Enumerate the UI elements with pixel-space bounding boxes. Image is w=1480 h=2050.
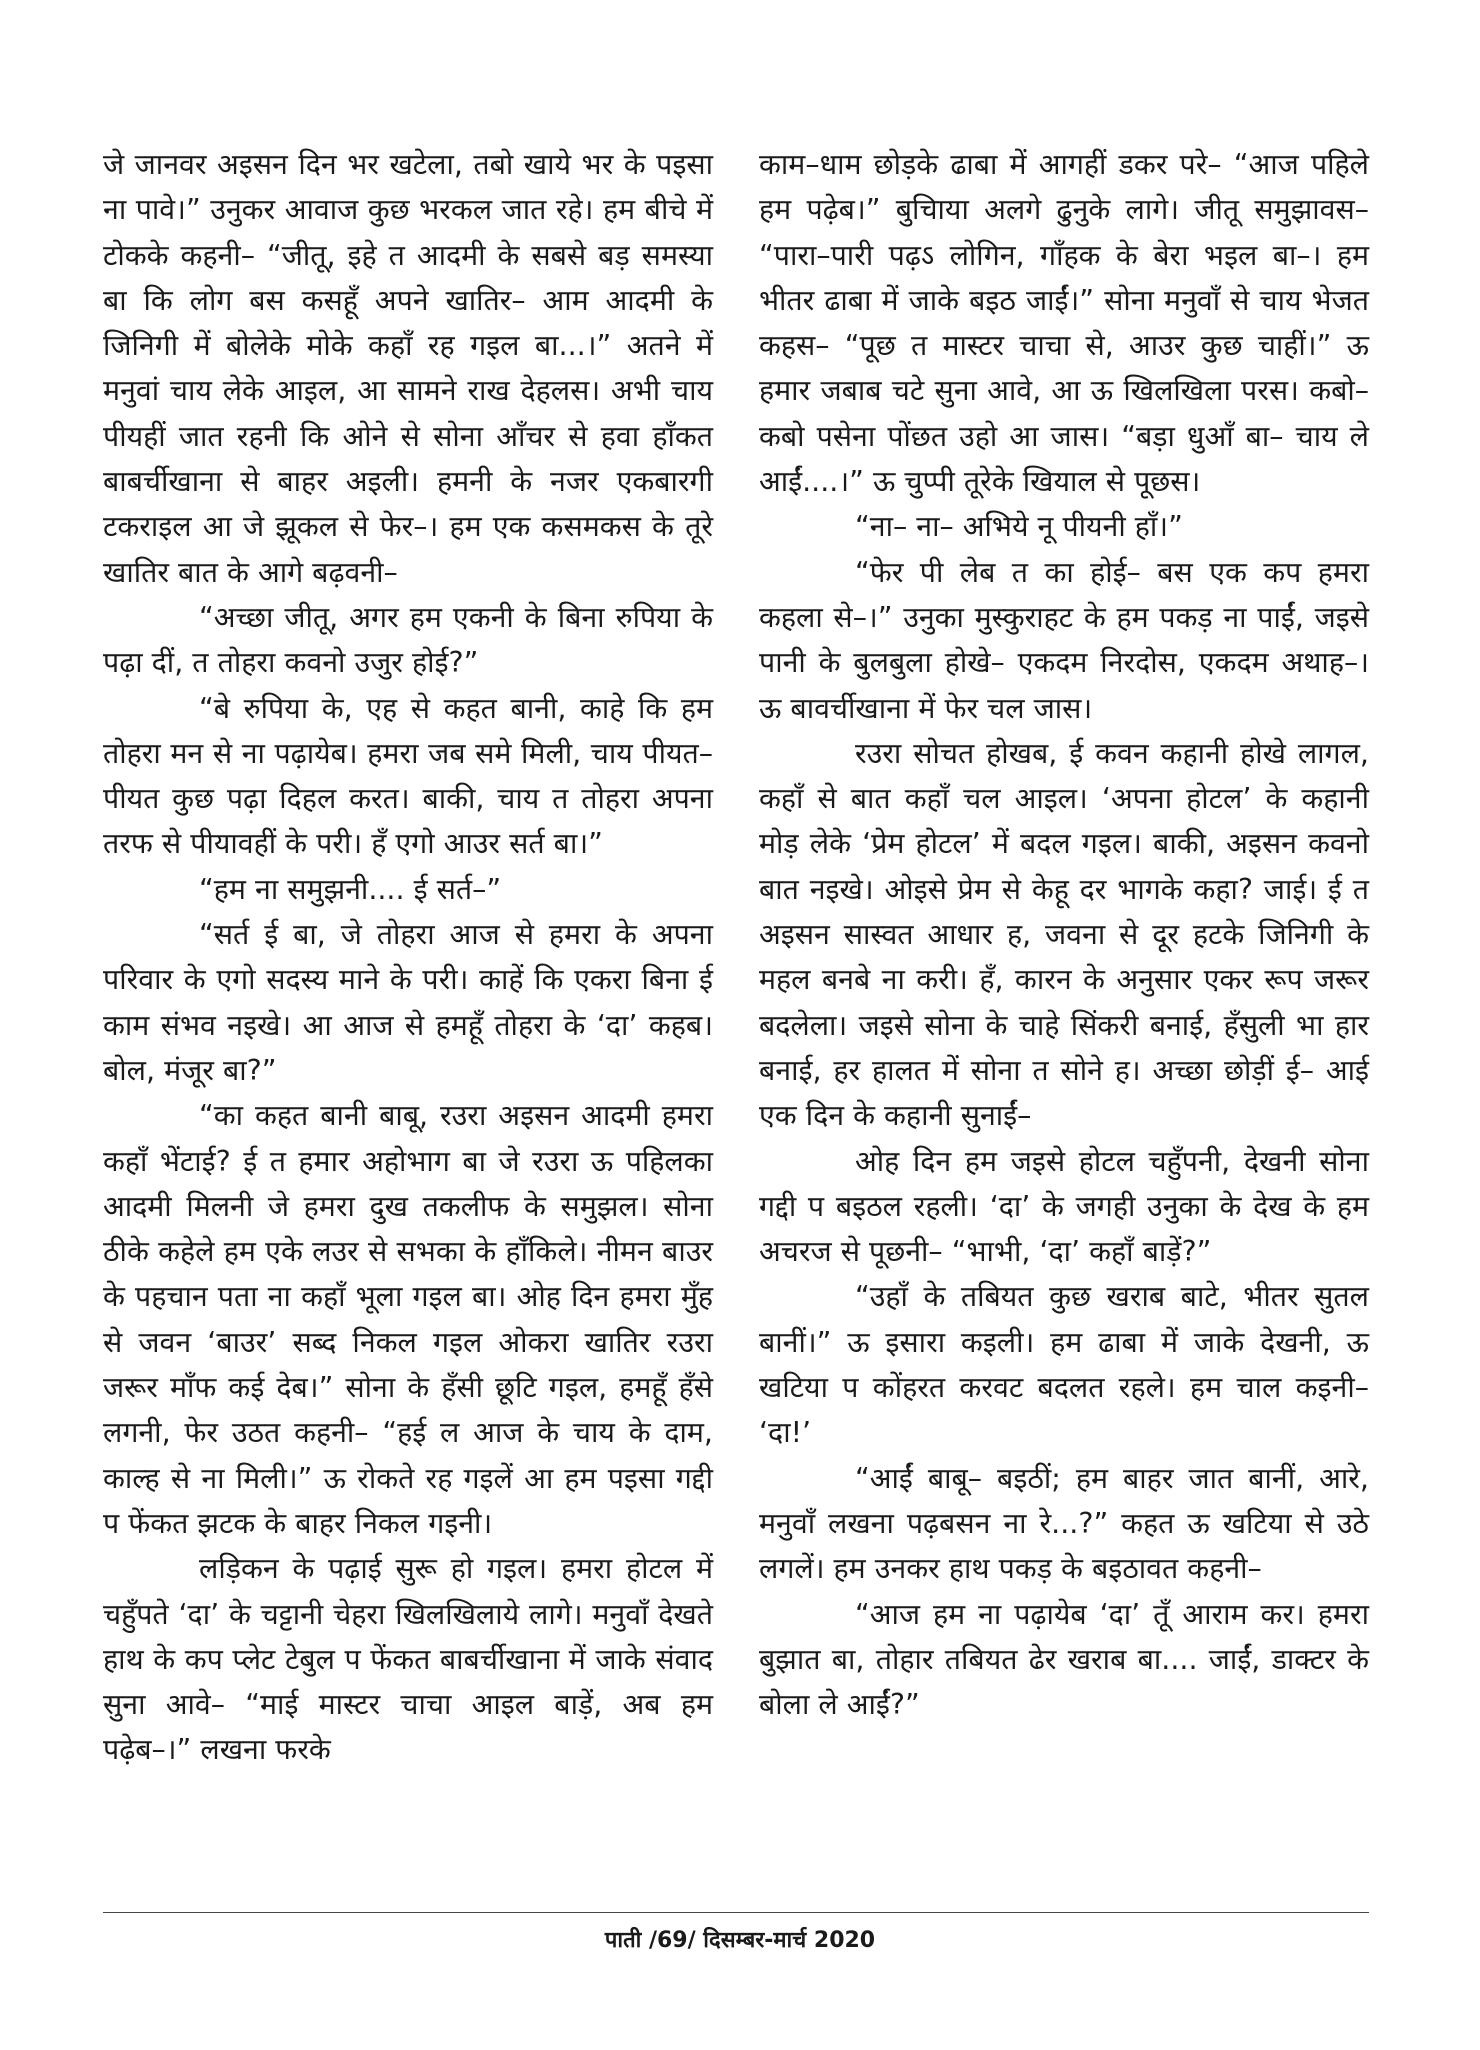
right-paragraph-2: “ना– ना– अभिये नू पीयनी हाँ।”: [855, 510, 1183, 544]
right-column: [759, 142, 1369, 1727]
right-paragraph-7: “आईं बाबू– बइठीं; हम बाहर जात बानीं, आरे, मनुवाँ लखना पढ़बसन ना रे...?” कहत ऊ खटिया से उठे लगलें। हम उनकर हाथ पकड़ के बइठावत कहनी–: [759, 1461, 1369, 1586]
left-paragraph-1: जे जानवर अइसन दिन भर खटेला, तबो खाये भर के पइसा ना पावे।” उनुकर आवाज कुछ भरकल जात रहे। हम बीचे में टोकके कहनी– “जीतू, इहे त आदमी के सबसे बड़ समस्या बा कि लोग बस कसहूँ अपने खातिर– आम आदमी के जिनिगी में बोलेके मोके कहाँ रह गइल बा...।” अतने में मनुवां चाय लेके आइल, आ सामने राख देहलस। अभी चाय पीयहीं जात रहनी कि ओने से सोना आँचर से हवा हाँकत बाबर्चीखाना से बाहर अइली। हमनी के नजर एकबारगी टकराइल आ जे झूकल से फेर–। हम एक कसमकस के तूरे खातिर बात के आगे बढ़वनी–: [103, 148, 713, 589]
page-footer: पाती /69/ दिसम्बर-मार्च 2020: [604, 1928, 876, 1953]
right-paragraph-3: “फेर पी लेब त का होई– बस एक कप हमरा कहला से–।” उनुका मुस्कुराहट के हम पकड़ ना पाईं, जइसे पानी के बुलबुला होखे– एकदम निरदोस, एकदम अथाह–। ऊ बावर्चीखाना में फेर चल जास।: [759, 555, 1369, 725]
left-paragraph-4: “हम ना समुझनी.... ई सर्त–”: [199, 872, 502, 906]
left-paragraph-6: “का कहत बानी बाबू, रउरा अइसन आदमी हमरा कहाँ भेंटाई? ई त हमार अहोभाग बा जे रउरा ऊ पहिलका आदमी मिलनी जे हमरा दुख तकलीफ के समुझल। सोना ठीके कहेले हम एके लउर से सभका के हाँकिले। नीमन बाउर के पहचान पता ना कहाँ भूला गइल बा। ओह दिन हमरा मुँह से जवन ‘बाउर’ सब्द निकल गइल ओकरा खातिर रउरा जरूर माँफ कई देब।” सोना के हँसी छूटि गइल, हमहूँ हँसे लगनी, फेर उठत कहनी– “हई ल आज के चाय के दाम, काल्ह से ना मिली।” ऊ रोकते रह गइलें आ हम पइसा गद्दी प फेंकत झटक के बाहर निकल गइनी।: [103, 1099, 713, 1540]
right-paragraph-4: रउरा सोचत होखब, ई कवन कहानी होखे लागल, कहाँ से बात कहाँ चल आइल। ‘अपना होटल’ के कहानी मोड़ लेके ‘प्रेम होटल’ में बदल गइल। बाकी, अइसन कवनो बात नइखे। ओइसे प्रेम से केहू दर भागके कहा? जाई। ई त अइसन सास्वत आधार ह, जवना से दूर हटके जिनिगी के महल बनबे ना करी। हँ, कारन के अनुसार एकर रूप जरूर बदलेला। जइसे सोना के चाहे सिंकरी बनाई, हँसुली भा हार बनाई, हर हालत में सोना त सोने ह। अच्छा छोड़ीं ई– आई एक दिन के कहानी सुनाईं–: [759, 736, 1369, 1133]
left-column: [103, 142, 713, 1773]
right-paragraph-8: “आज हम ना पढ़ायेब ‘दा’ तूँ आराम कर। हमरा बुझात बा, तोहार तबियत ढेर खराब बा.... जाईं, डाक्टर के बोला ले आईं?”: [759, 1597, 1369, 1722]
right-paragraph-1: काम–धाम छोड़के ढाबा में आगहीं डकर परे– “आज पहिले हम पढ़ेब।” बुचिाया अलगे ढुनुके लागे। जीतू समुझावस– “पारा–पारी पढ़ऽ लोगिन, गाँहक के बेरा भइल बा–। हम भीतर ढाबा में जाके बइठ जाईं।” सोना मनुवाँ से चाय भेजत कहस– “पूछ त मास्टर चाचा से, आउर कुछ चाहीं।” ऊ हमार जबाब चटे सुना आवे, आ ऊ खिलखिला परस। कबो–कबो पसेना पोंछत उहो आ जास। “बड़ा धुआँ बा– चाय ले आईं....।” ऊ चुप्पी तूरेके खियाल से पूछस।: [759, 148, 1369, 499]
left-paragraph-2: “अच्छा जीतू, अगर हम एकनी के बिना रुपिया के पढ़ा दीं, त तोहरा कवनो उजुर होई?”: [103, 600, 713, 680]
left-paragraph-5: “सर्त ई बा, जे तोहरा आज से हमरा के अपना परिवार के एगो सदस्य माने के परी। काहें कि एकरा बिना ई काम संभव नइखे। आ आज से हमहूँ तोहरा के ‘दा’ कहब। बोल, मंजूर बा?”: [103, 918, 713, 1087]
left-paragraph-7: लड़िकन के पढ़ाई सुरू हो गइल। हमरा होटल में चहुँपते ‘दा’ के चट्टानी चेहरा खिलखिलाये लागे। मनुवाँ देखते हाथ के कप प्लेट टेबुल प फेंकत बाबर्चीखाना में जाके संवाद सुना आवे– “माई मास्टर चाचा आइल बाड़ें, अब हम पढ़ेब–।” लखना फरके: [103, 1552, 713, 1767]
footer-divider: [103, 1912, 1369, 1913]
right-paragraph-6: “उहाँ के तबियत कुछ खराब बाटे, भीतर सुतल बानीं।” ऊ इसारा कइली। हम ढाबा में जाके देखनी, ऊ खटिया प कोंहरत करवट बदलत रहले। हम चाल कइनी– ‘दा!’: [759, 1280, 1369, 1450]
right-paragraph-5: ओह दिन हम जइसे होटल चहुँपनी, देखनी सोना गद्दी प बइठल रहली। ‘दा’ के जगही उनुका के देख के हम अचरज से पूछनी– “भाभी, ‘दा’ कहाँ बाड़ें?”: [759, 1144, 1369, 1269]
left-paragraph-3: “बे रुपिया के, एह से कहत बानी, काहे कि हम तोहरा मन से ना पढ़ायेब। हमरा जब समे मिली, चाय पीयत–पीयत कुछ पढ़ा दिहल करत। बाकी, चाय त तोहरा अपना तरफ से पीयावहीं के परी। हँ एगो आउर सर्त बा।”: [103, 691, 713, 861]
